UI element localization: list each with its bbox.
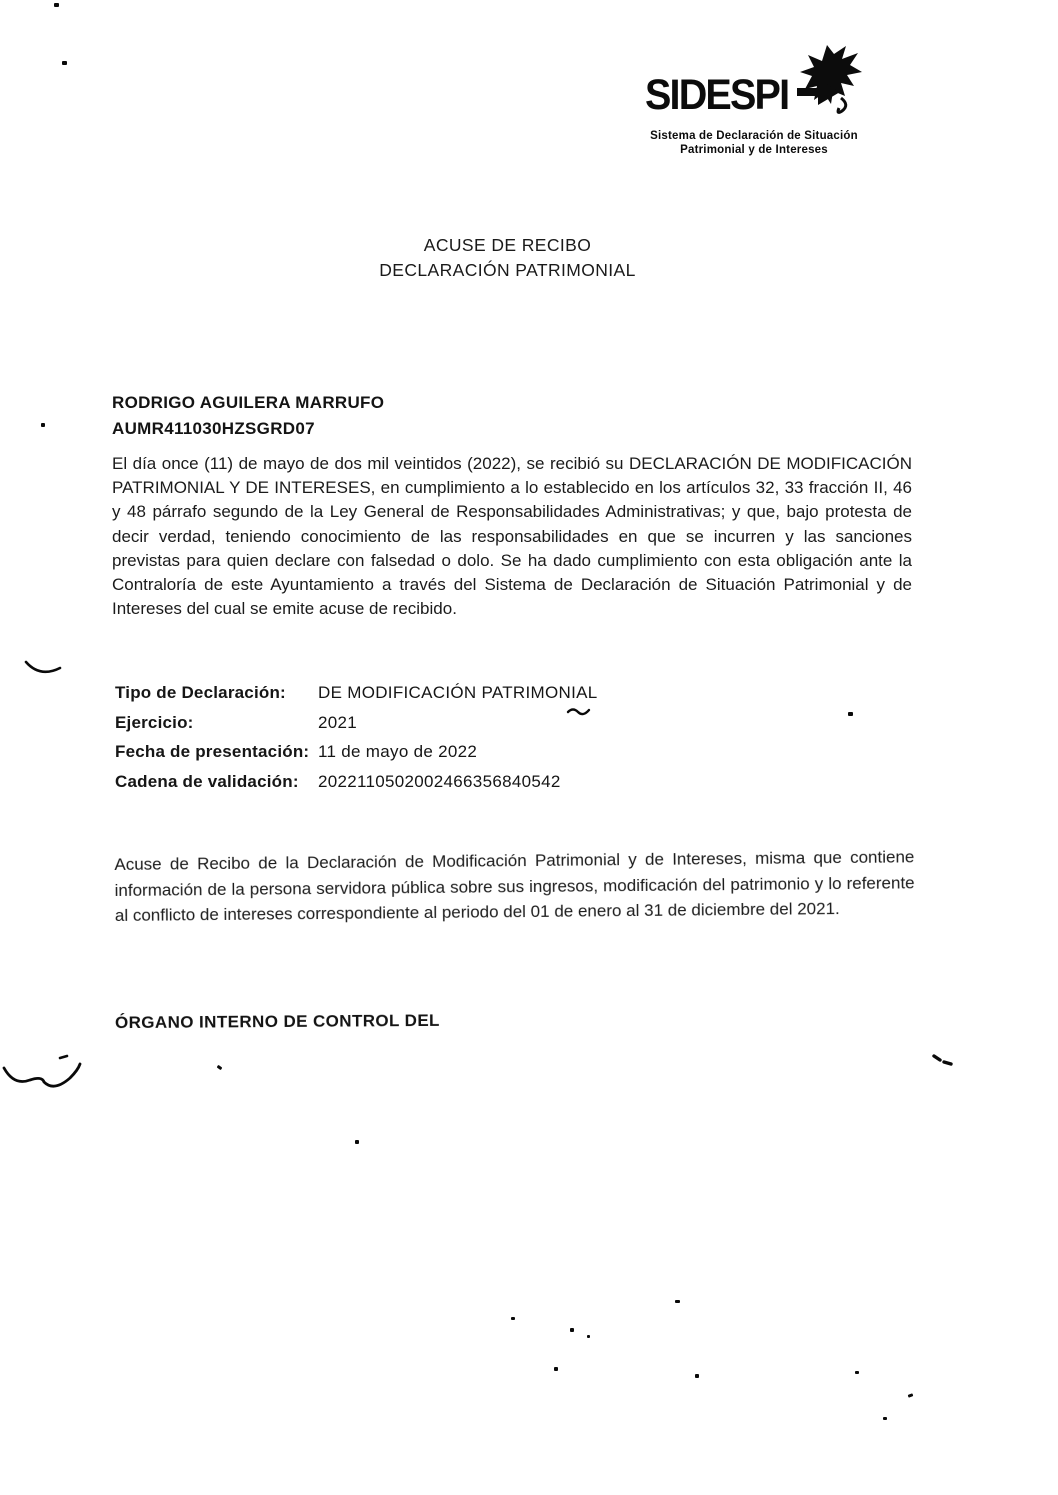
field-label: Ejercicio: <box>115 712 194 732</box>
issuing-authority-line: ÓRGANO INTERNO DE CONTROL DEL <box>114 1010 440 1033</box>
field-value: 2022110502002466356840542 <box>318 771 561 791</box>
scan-speck <box>587 1335 590 1338</box>
scan-artifact-double-speck <box>930 1050 958 1070</box>
scan-speck <box>54 3 59 7</box>
field-value: 11 de mayo de 2022 <box>318 742 478 761</box>
scan-artifact-squiggle-small <box>566 704 592 720</box>
scan-speck <box>41 423 45 427</box>
summary-paragraph: Acuse de Recibo de la Declaración de Modificación Patrimonial y de Intereses, misma que contiene información de la persona servidora pública sobre sus ingresos, modificación del patrimonio y lo referente al conflicto de intereses correspondiente al periodo del 01 de enero al 31 de diciembre del 2021. <box>114 847 915 926</box>
declarant-curp: AUMR411030HZSGRD07 <box>112 419 315 438</box>
scan-speck <box>855 1371 859 1374</box>
declarant-name: RODRIGO AGUILERA MARRUFO <box>112 393 385 412</box>
declarant-block <box>112 390 384 442</box>
sidespi-logo-text: SIDESPI <box>645 71 789 119</box>
title-line1: ACUSE DE RECIBO <box>423 235 592 255</box>
title-line2: DECLARACIÓN PATRIMONIAL <box>379 260 636 280</box>
field-row-fecha <box>115 742 755 762</box>
logo-tagline-line1: Sistema de Declaración de Situación <box>650 130 858 142</box>
declaration-fields <box>115 683 755 801</box>
scan-speck <box>908 1393 914 1398</box>
sidespi-logo <box>636 58 872 157</box>
scan-speck <box>570 1328 574 1332</box>
document-title <box>280 233 735 283</box>
scan-speck <box>848 712 853 716</box>
field-label: Tipo de Declaración: <box>115 683 286 702</box>
field-row-cadena <box>115 772 755 792</box>
scan-speck <box>695 1374 699 1378</box>
field-value: 2021 <box>318 712 358 732</box>
scan-artifact-arc <box>14 648 94 694</box>
scan-speck <box>511 1317 515 1320</box>
field-row-ejercicio <box>115 713 755 733</box>
field-label: Cadena de validación: <box>115 771 299 791</box>
scan-speck <box>355 1140 359 1144</box>
arrow-map-icon <box>797 44 863 133</box>
scan-speck <box>217 1065 223 1070</box>
logo-tagline-line2: Patrimonial y de Intereses <box>680 144 828 156</box>
field-label: Fecha de presentación: <box>115 742 310 761</box>
scan-artifact-squiggle <box>0 1036 100 1092</box>
scan-speck <box>675 1300 680 1303</box>
field-row-tipo <box>115 683 755 703</box>
receipt-paragraph: El día once (11) de mayo de dos mil veintidos (2022), se recibió su DECLARACIÓN DE MODIFICACIÓN PATRIMONIAL Y DE INTERESES, en cumplimiento a lo establecido en los artículos 32, 33 fracción II, 46 y 48 párrafo segundo de la Ley General de Responsabilidades Administrativas; y que, bajo protesta de decir verdad, teniendo conocimiento de las responsabilidades en que se incurren y las sanciones previstas para quien declare con falsedad o dolo. Se ha dado cumplimiento con esta obligación ante la Contraloría de este Ayuntamiento a través del Sistema de Declaración de Situación Patrimonial y de Intereses del cual se emite acuse de recibido. <box>112 454 912 619</box>
scan-speck <box>554 1367 558 1371</box>
scan-speck <box>883 1417 887 1420</box>
scan-speck <box>62 61 67 65</box>
field-value: DE MODIFICACIÓN PATRIMONIAL <box>318 683 598 702</box>
